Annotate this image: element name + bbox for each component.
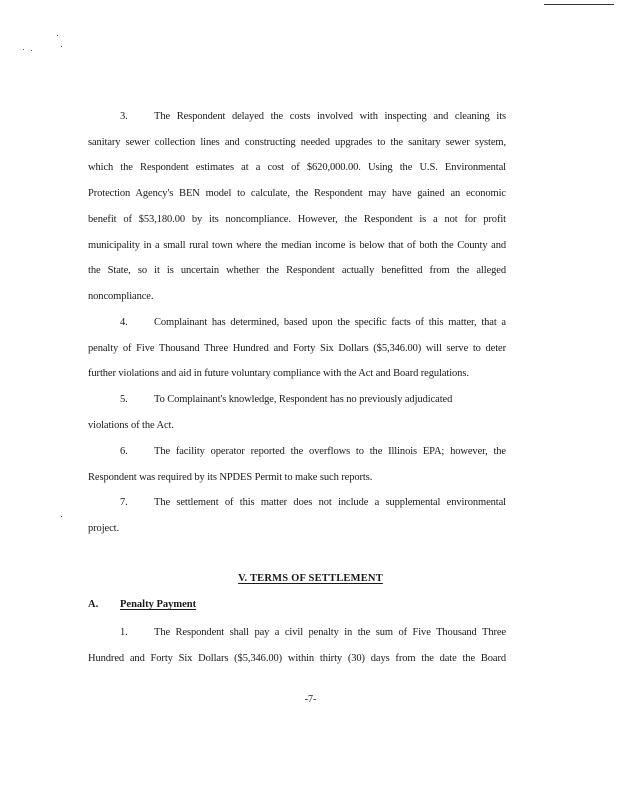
paragraph-7 [88,490,506,541]
paragraph-4-line-2: penalty of Five Thousand Three Hundred and Forty Six Dollars ($5,346.00) will serve to deter [88,342,506,354]
paragraph-3-line-7: the State, so it is uncertain whether the Respondent actually benefitted from the alleged [88,265,506,277]
paragraph-number: 5. [120,394,128,405]
paragraph-4 [88,310,506,387]
paragraph-7-line-2: project. [88,522,119,534]
paragraph-5 [88,387,506,438]
paragraph-number: 6. [120,446,128,457]
settlement-paragraph-line-1: 1. The Respondent shall pay a civil penalty in the sum of Five Thousand Three [88,620,506,646]
paragraph-3-line-2: sanitary sewer collection lines and constructing needed upgrades to the sanitary sewer system, [88,136,506,148]
settlement-paragraph-1 [88,620,506,671]
paragraph-6-line-2: Respondent was required by its NPDES Permit to make such reports. [88,471,373,483]
header-rule [544,4,614,5]
paragraph-6 [88,439,506,490]
section-heading: V. TERMS OF SETTLEMENT [238,573,383,584]
paragraph-5-line-1: 5. To Complainant's knowledge, Respondent has no previously adjudicated [88,387,506,413]
paragraph-3-line-3: which the Respondent estimates at a cost of $620,000.00. Using the U.S. Environmental [88,162,506,174]
paragraph-3-line-8: noncompliance. [88,290,154,302]
paragraph-number: 4. [120,317,128,328]
subsection-heading [88,599,196,610]
subsection-letter: A. [88,599,99,610]
paragraph-number: 3. [120,111,128,122]
paragraph-5-line-2: violations of the Act. [88,419,174,431]
paragraph-3-line-1: 3. The Respondent delayed the costs involved with inspecting and cleaning its [88,104,506,130]
paragraph-7-line-1: 7. The settlement of this matter does not include a supplemental environmental [88,490,506,516]
scan-speck [57,35,58,36]
paragraph-3-line-6: municipality in a small rural town where the median income is below that of both the County and [88,239,506,251]
paragraph-3 [88,104,506,310]
paragraph-number: 1. [120,627,128,638]
subsection-title: Penalty Payment [120,599,197,610]
scan-speck [61,516,62,517]
scan-speck [23,49,24,50]
paragraph-number: 7. [120,497,128,508]
settlement-paragraph-line-2: Hundred and Forty Six Dollars ($5,346.00) within thirty (30) days from the date the Board [88,652,506,664]
page-number: -7- [304,694,317,705]
paragraph-3-line-4: Protection Agency's BEN model to calculate, the Respondent may have gained an economic [88,188,506,200]
paragraph-4-line-3: further violations and aid in future voluntary compliance with the Act and Board regulations. [88,368,469,380]
scan-speck [61,46,62,47]
paragraph-3-line-5: benefit of $53,180.00 by its noncompliance. However, the Respondent is a not for profit [88,213,506,225]
paragraph-4-line-1: 4. Complainant has determined, based upon the specific facts of this matter, that a [88,310,506,336]
scan-speck [31,50,32,51]
paragraph-6-line-1: 6. The facility operator reported the overflows to the Illinois EPA; however, the [88,439,506,465]
